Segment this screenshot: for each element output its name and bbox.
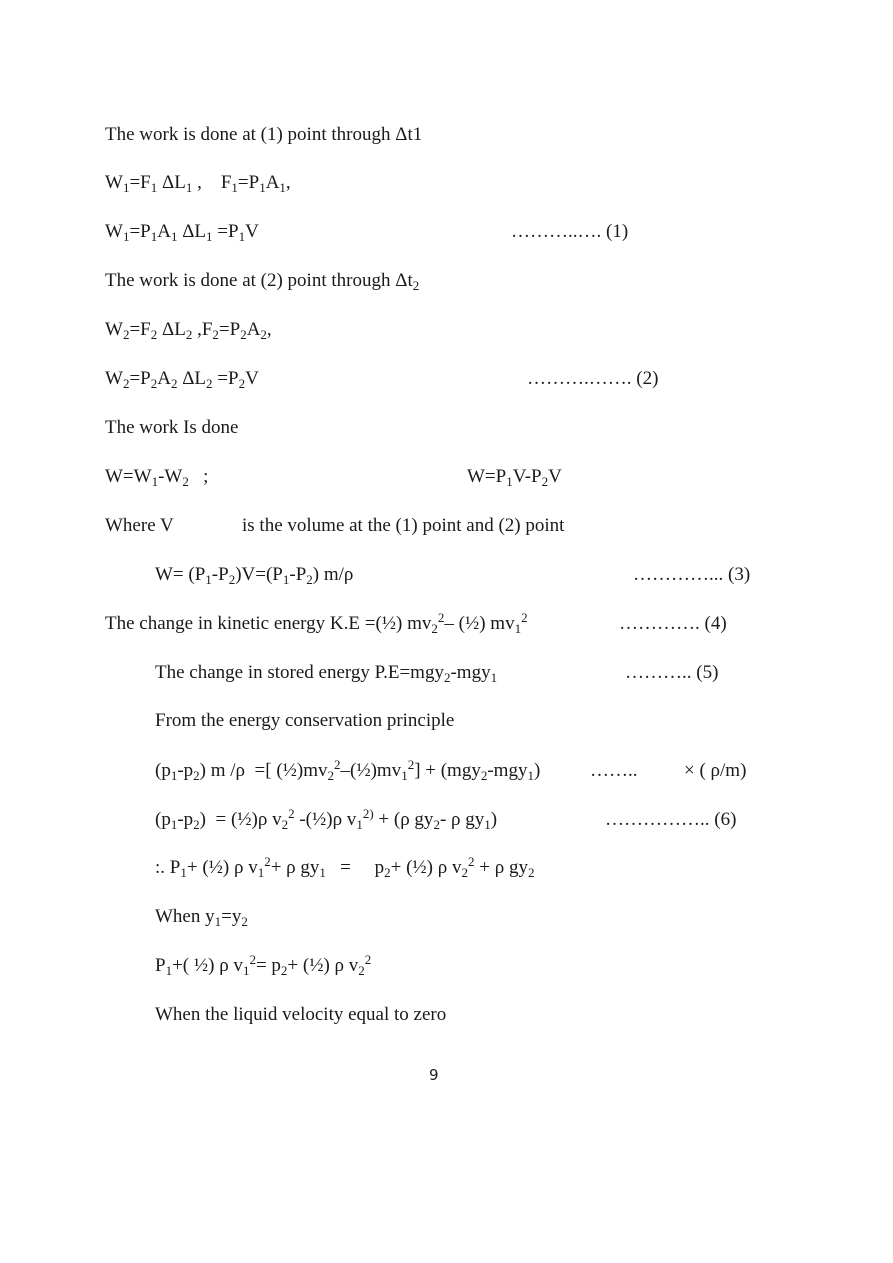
text-liquid-velocity-zero: When the liquid velocity equal to zero	[155, 1004, 447, 1025]
equation-w2-f2: $W_2=F_2$ $\Delta L_2$ $,F_2=P_2A_2$,	[105, 319, 272, 342]
equation-number-3: …………... (3)	[633, 564, 751, 585]
equation-w1-f1: $W_1=F_1$ $\Delta L_1$ , $F_1=P_1A_1$,	[105, 172, 291, 195]
equation-number-6: …………….. (6)	[605, 809, 737, 830]
equation-potential-energy: The change in stored energy P.E=mgy$_2$-mgy$_1$	[155, 662, 498, 685]
equation-energy-balance: $(p_1-p_2)$ m /ρ =[ $(\frac{1}{2})mv_2^2-(\frac{1}{2})mv_1^2] + (mgy_2-mgy_1)$	[155, 757, 541, 783]
equation-kinetic-energy: The change in kinetic energy K.E =(½) $mv_2^2-$ (½) $mv_1^2$	[105, 610, 528, 636]
equation-number-5: ……….. (5)	[625, 662, 719, 683]
equation-w-p1v-p2v: $W=P_1V-P_2V$	[467, 466, 562, 489]
equation-pressure-difference: $(p_1-p_2)$ = (½)ρ $v_2^2$ -(½)ρ $v_1^{2)} + (\rho$ $gy_2-$ ρ $gy_1$)	[155, 806, 498, 832]
text-energy-conservation: From the energy conservation principle	[155, 710, 455, 731]
equation-w-mass-density: $W= (P_1-P_2)V=(P_1-P_2)$ m/ρ	[155, 564, 354, 587]
equation-number-1: ………..…. (1)	[511, 221, 629, 242]
equation-bernoulli-horizontal: $P_1+$( ½) ρ $v_1^2= p_2+$ (½) ρ $v_2^2$	[155, 952, 372, 978]
text-volume-definition: is the volume at the (1) point and (2) point	[242, 515, 565, 536]
text-where-v: Where V	[105, 515, 174, 536]
text-work-done: The work Is done	[105, 417, 239, 438]
equation-bernoulli: :. $P_1+$ (½) ρ $v_1^2+ \rho$ $gy_1$ = $p_2+$ (½) ρ $v_2^2 + \rho$ $gy_2$	[155, 854, 535, 880]
text-work-point-2: The work is done at (2) point through $\Delta t_2$	[105, 270, 420, 293]
equation-w1-p1v: $W_1=P_1A_1$ $\Delta L_1 =P_1V$	[105, 221, 259, 244]
equation-number-2: ……….……. (2)	[527, 368, 659, 389]
page-number: 9	[429, 1066, 439, 1084]
text-when-y1-equals-y2: When $y_1=y_2$	[155, 906, 248, 929]
equation-w2-p2v: $W_2=P_2A_2$ $\Delta L_2 =P_2V$	[105, 368, 259, 391]
equation-dots-multiply: ……..	[590, 760, 638, 781]
text-work-point-1: The work is done at (1) point through Δt1	[105, 124, 423, 145]
equation-w-difference: $W=W_1-W_2$ ;	[105, 466, 209, 489]
equation-number-4: …………. (4)	[619, 613, 727, 634]
equation-multiply-factor: × ( ρ/m)	[684, 760, 747, 781]
